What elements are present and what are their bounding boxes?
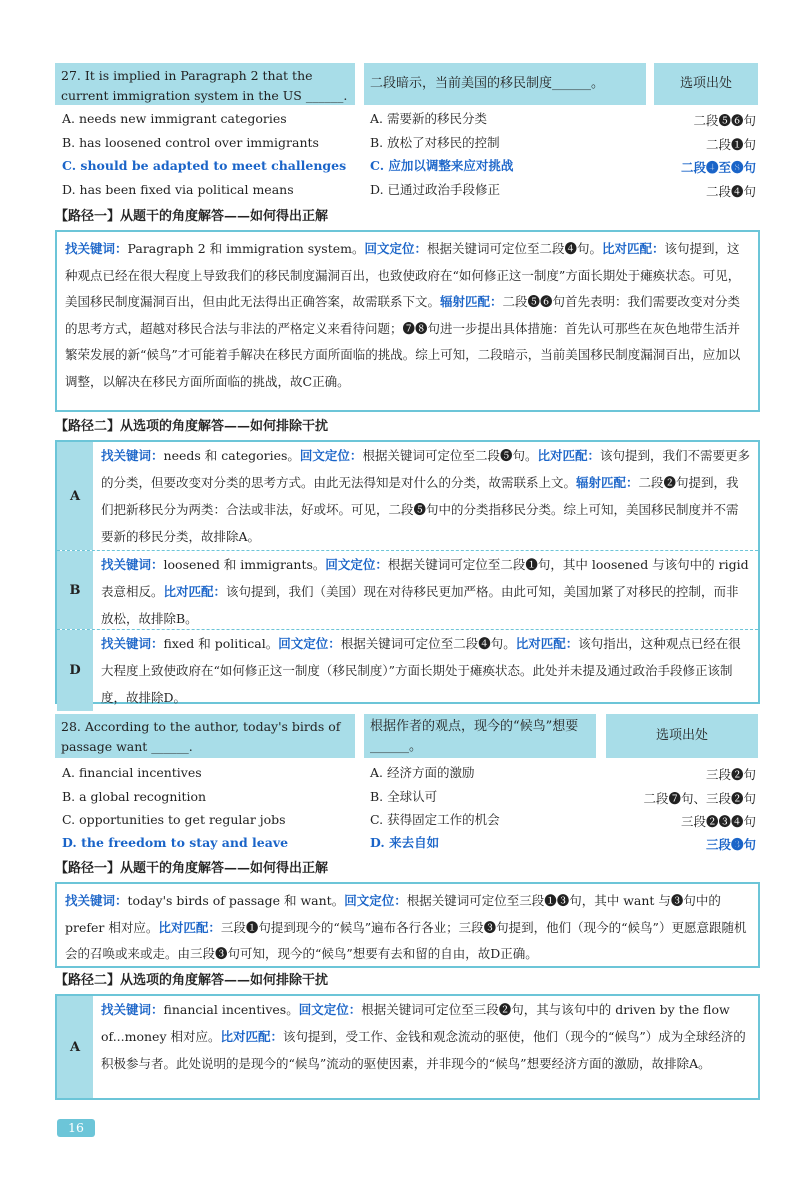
text-locate: 根据关键词可定位至二段❶句，其中 loosened 与该句中的 rigid 表意相反。 (101, 557, 749, 599)
text-keyword: Paragraph 2 和 immigration system。 (127, 241, 365, 256)
q28-option-b-src: 二段❼句、三段❷句 (643, 791, 756, 806)
q27-option-b-cn: B. 放松了对移民的控制 (370, 135, 500, 150)
q27-path2-title: 【路径二】从选项的角度解答——如何排除干扰 (55, 419, 329, 434)
q27-option-d-cn: D. 已通过政治手段修正 (370, 182, 501, 197)
label-locate: 回文定位： (364, 241, 427, 256)
text-radiate: 二段❷句提到，我们把新移民分为两类：合法或非法，好或坏。可见，二段❺句中的分类指移民分类。综上可知，美国移民制度并不需要新的移民分类，故排除A。 (101, 475, 739, 544)
q28-option-a-cn: A. 经济方面的激励 (370, 765, 475, 780)
text-match: 该句提到，这种观点已经在很大程度上导致我们的移民制度漏洞百出，也致使政府在“如何修正这一制度”方面长期处于瘫痪状态。可见，美国移民制度漏洞百出，但由此无法得出正确答案，故需联系下文。 (65, 241, 741, 309)
q28-source-header: 选项出处 (606, 714, 758, 758)
q28-option-d-src: 三段❸句 (705, 837, 756, 852)
q27-option-a-en: A. needs new immigrant categories (62, 111, 287, 126)
q27-option-b-src: 二段❶句 (705, 137, 756, 152)
text-locate: 根据关键词可定位至三段❶❸句，其中 want 与❸句中的 prefer 相对应。 (65, 893, 721, 935)
text-match: 该句提到，我们不需要更多的分类，但要改变对分类的思考方式。由此无法得知是对什么的分类，故需联系上文。 (101, 448, 750, 490)
q27-option-a-cn: A. 需要新的移民分类 (370, 111, 487, 126)
q27-option-b-en: B. has loosened control over immigrants (62, 135, 319, 150)
text-keyword: today's birds of passage 和 want。 (127, 893, 345, 908)
q27-option-a-src: 二段❺❻句 (693, 113, 756, 128)
q28-path1-box (55, 882, 760, 968)
label-locate: 回文定位： (278, 636, 341, 651)
label-radiate: 辐射匹配： (576, 475, 639, 490)
row-text (93, 442, 758, 550)
label-match: 比对匹配： (220, 1029, 284, 1044)
q28-option-c-src: 三段❷❸❹句 (680, 814, 756, 829)
label-locate: 回文定位： (325, 557, 388, 572)
label-match: 比对匹配： (602, 241, 665, 256)
q28-option-a-src: 三段❷句 (705, 767, 756, 782)
text-locate: 根据关键词可定位至三段❷句，其与该句中的 driven by the flow of...money 相对应。 (101, 1002, 730, 1044)
table-row (57, 551, 758, 630)
table-row (57, 442, 758, 551)
row-label: A (57, 996, 93, 1098)
label-locate: 回文定位： (344, 893, 407, 908)
text-keyword: fixed 和 political。 (163, 636, 279, 651)
label-match: 比对匹配： (537, 448, 600, 463)
q28-option-a-en: A. financial incentives (62, 765, 202, 780)
q28-stem-cn: 根据作者的观点，现今的“候鸟”想要______。 (364, 714, 596, 758)
text-locate: 根据关键词可定位至二段❹句。 (426, 241, 602, 256)
label-keyword: 找关键词： (101, 1002, 164, 1017)
label-keyword: 找关键词： (101, 636, 164, 651)
q27-option-c-cn: C. 应加以调整来应对挑战 (370, 158, 514, 173)
row-label: B (57, 551, 93, 629)
table-row (57, 630, 758, 711)
row-label: A (57, 442, 93, 550)
q27-path1-title: 【路径一】从题干的角度解答——如何得出正解 (55, 209, 329, 224)
q27-option-c-src: 二段❹至❽句 (680, 160, 756, 175)
q28-option-d-en: D. the freedom to stay and leave (62, 835, 289, 850)
label-match: 比对匹配： (163, 584, 227, 599)
q27-source-header: 选项出处 (654, 63, 758, 105)
label-keyword: 找关键词： (65, 241, 128, 256)
q28-stem-en: 28. According to the author, today's birds of passage want ______. (55, 714, 355, 758)
q28-option-b-en: B. a global recognition (62, 789, 207, 804)
row-text (93, 630, 758, 711)
q27-option-d-src: 二段❹句 (705, 184, 756, 199)
page-number: 16 (57, 1119, 95, 1137)
row-text (93, 551, 758, 629)
label-locate: 回文定位： (299, 448, 363, 463)
q28-option-c-en: C. opportunities to get regular jobs (62, 812, 286, 827)
q28-option-c-cn: C. 获得固定工作的机会 (370, 812, 500, 827)
table-row (57, 996, 758, 1098)
q28-option-b-cn: B. 全球认可 (370, 789, 438, 804)
q28-path2-title: 【路径二】从选项的角度解答——如何排除干扰 (55, 973, 329, 988)
q27-stem-en: 27. It is implied in Paragraph 2 that the current immigration system in the US ______. (55, 63, 355, 105)
label-match: 比对匹配： (515, 636, 579, 651)
label-keyword: 找关键词： (65, 893, 128, 908)
label-locate: 回文定位： (298, 1002, 362, 1017)
text-keyword: loosened 和 immigrants。 (163, 557, 326, 572)
q27-stem-cn: 二段暗示，当前美国的移民制度______。 (364, 63, 646, 105)
text-match: 三段❶句提到现今的“候鸟”遍布各行各业；三段❸句提到，他们（现今的“候鸟”）更愿意跟随机会的召唤或来或走。由三段❸句可知，现今的“候鸟”想要有去和留的自由，故D正确。 (65, 919, 747, 961)
q27-option-c-en: C. should be adapted to meet challenges (62, 158, 347, 173)
label-keyword: 找关键词： (101, 448, 164, 463)
text-keyword: financial incentives。 (163, 1002, 299, 1017)
label-match: 比对匹配： (158, 919, 221, 935)
label-keyword: 找关键词： (101, 557, 164, 572)
label-radiate: 辐射匹配： (440, 294, 503, 309)
row-label: D (57, 630, 93, 711)
q27-option-d-en: D. has been fixed via political means (62, 182, 294, 197)
q28-option-d-cn: D. 来去自如 (370, 835, 440, 850)
row-text (93, 996, 758, 1098)
q28-path2-table (55, 994, 760, 1100)
q27-path1-box (55, 230, 760, 412)
q28-path1-title: 【路径一】从题干的角度解答——如何得出正解 (55, 861, 329, 876)
text-match: 该句指出，这种观点已经在很大程度上致使政府在“如何修正这一制度（移民制度）”方面长期处于瘫痪状态。此处并未提及通过政治手段修正该制度，故排除D。 (101, 636, 741, 705)
q27-path2-table (55, 440, 760, 704)
text-radiate: 二段❺❻句首先表明：我们需要改变对分类的思考方式，超越对移民合法与非法的严格定义来看待问题；❼❽句进一步提出具体措施：首先认可那些在灰色地带生活并繁荣发展的新“候鸟”才可能着手解决在移民方面所面临的挑战。综上可知，二段暗示，当前美国移民制度漏洞百出，应加以调整，以解决在移民方面所面临的挑战，故C正确。 (65, 294, 741, 389)
text-locate: 根据关键词可定位至二段❹句。 (340, 636, 516, 651)
text-match: 该句提到，我们（美国）现在对待移民更加严格。由此可知，美国加紧了对移民的控制，而非放松，故排除B。 (101, 584, 739, 626)
text-locate: 根据关键词可定位至二段❺句。 (362, 448, 538, 463)
text-match: 该句提到，受工作、金钱和观念流动的驱使，他们（现今的“候鸟”）成为全球经济的积极参与者。此处说明的是现今的“候鸟”流动的驱使因素，并非现今的“候鸟”想要经济方面的激励，故排除A。 (101, 1029, 746, 1071)
text-keyword: needs 和 categories。 (163, 448, 300, 463)
